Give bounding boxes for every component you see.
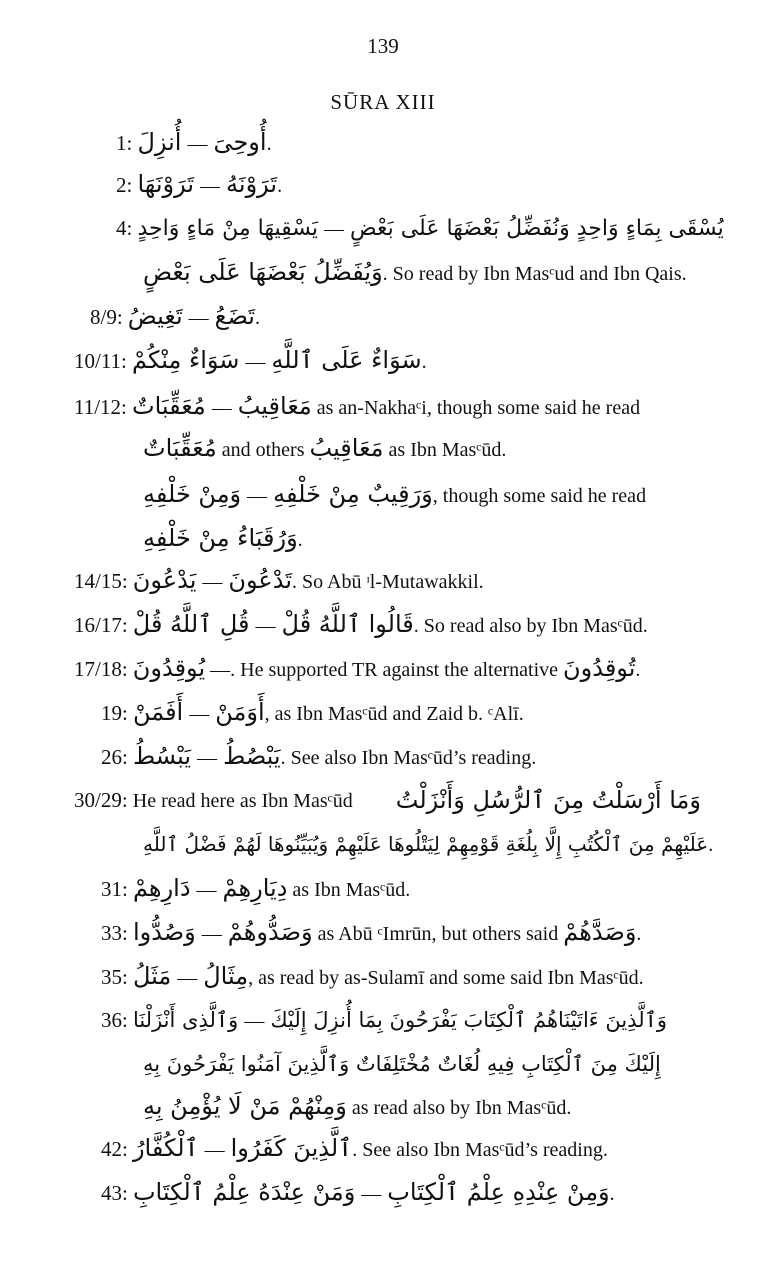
dash: —	[247, 485, 268, 507]
commentary: as Ibn Masᶜūd.	[383, 439, 507, 461]
line-end: .	[609, 1183, 615, 1205]
arabic-variant: وَمِنْ عِنْدِهِ عِلْمُ ٱلْكِتَابِ	[387, 1178, 610, 1206]
commentary: . So read by Ibn Masᶜud and Ibn Qais.	[382, 263, 687, 285]
variant-line-13	[74, 646, 640, 690]
arabic-reading: تَرَوْنَهَا	[137, 170, 195, 198]
verse-ref: 17/18:	[74, 657, 128, 681]
arabic-variant: تُوقِدُونَ	[563, 654, 636, 682]
arabic-variant: ٱلَّذِينَ كَفَرُوا	[230, 1134, 353, 1162]
dash: —	[200, 175, 221, 197]
commentary: —. He supported TR against the alternative	[205, 659, 564, 681]
arabic-variant: مَعَاقِيبُ	[309, 434, 384, 462]
variant-line-15	[101, 734, 536, 778]
commentary: as an-Nakhaᶜi, though some said he read	[311, 397, 641, 419]
verse-ref: 19:	[101, 701, 128, 725]
commentary: . So read also by Ibn Masᶜūd.	[413, 615, 648, 637]
arabic-variant: مَعَاقِيبُ	[237, 392, 312, 420]
verse-ref: 1:	[116, 131, 133, 155]
verse-ref: 4:	[116, 216, 133, 240]
arabic-variant: مِثَالُ	[203, 962, 249, 990]
variant-line-9	[143, 472, 646, 516]
arabic-variant: وَٱلَّذِينَ ءَاتَيْنَاهُمُ ٱلْكِتَابَ يَفْرَحُونَ بِمَا أُنزِلَ إِلَيْكَ	[270, 1008, 668, 1032]
arabic-variant: تَدْعُونَ	[228, 566, 293, 594]
verse-ref: 2:	[116, 173, 133, 197]
arabic-reading: عَلَيْهِمْ مِنَ ٱلْكُتُبِ إِلَّا بِلُغَةِ قَوْمِهِمْ لِيَتْلُوهَا عَلَيْهِمْ وَيُبَيِّنُوهَا لَهُمْ فَضْلُ ٱللَّهِ	[143, 832, 709, 856]
arabic-reading: أُنزِلَ	[137, 128, 182, 156]
commentary: He read here as Ibn Masᶜūd	[132, 790, 353, 812]
line-end: .	[266, 133, 272, 155]
arabic-variant: يَبْصُطُ	[223, 742, 281, 770]
variant-line-7	[74, 384, 640, 428]
variant-line-18	[101, 866, 410, 910]
arabic-variant: وَصَدُّوهُمْ	[227, 918, 313, 946]
arabic-reading: يَسْقِيهَا مِنْ مَاءٍ وَاحِدٍ	[137, 216, 319, 241]
dash: —	[188, 307, 209, 329]
variant-line-3	[116, 206, 724, 250]
variant-line-14	[101, 690, 524, 734]
variant-line-5	[90, 294, 260, 338]
commentary: and others	[216, 439, 310, 461]
commentary: . So Abū ᶦl-Mutawakkil.	[292, 571, 484, 593]
arabic-variant: أَوَمَنْ	[215, 698, 265, 726]
page-number: 139	[367, 34, 399, 58]
dash: —	[211, 397, 232, 419]
arabic-variant: تَرَوْنَهُ	[226, 170, 278, 198]
variant-line-1	[116, 120, 272, 164]
verse-ref: 36:	[101, 1008, 128, 1032]
variant-line-20	[101, 954, 644, 998]
dash: —	[324, 218, 345, 240]
arabic-variant: يُسْقَى بِمَاءٍ وَاحِدٍ وَنُفَضِّلُ بَعْضَهَا عَلَى بَعْضٍ	[350, 216, 724, 241]
arabic-reading: وَصُدُّوا	[132, 918, 196, 946]
commentary: as Abū ᶜImrūn, but others said	[312, 923, 564, 945]
variant-line-8	[143, 426, 506, 470]
arabic-reading: وَمَنْ عِنْدَهُ عِلْمُ ٱلْكِتَابِ	[132, 1178, 356, 1206]
verse-ref: 11/12:	[74, 395, 127, 419]
variant-line-21	[101, 998, 701, 1042]
arabic-reading: يَبْسُطُ	[132, 742, 192, 770]
arabic-reading: وَمِنْ خَلْفِهِ	[143, 480, 242, 508]
arabic-reading: سَوَاءٌ مِنْكُمْ	[131, 346, 240, 374]
line-end: .	[421, 351, 427, 373]
dash: —	[244, 1010, 265, 1032]
variant-line-17	[143, 822, 714, 866]
line-end: .	[297, 529, 303, 551]
arabic-reading: يَدْعُونَ	[132, 566, 197, 594]
dash: —	[245, 351, 266, 373]
dash: —	[201, 923, 222, 945]
verse-ref: 31:	[101, 877, 128, 901]
commentary: . See also Ibn Masᶜūd’s reading.	[280, 747, 537, 769]
arabic-reading: مُعَقِّبَاتٌ	[131, 392, 206, 420]
verse-ref: 43:	[101, 1181, 128, 1205]
variant-line-25	[101, 1170, 615, 1214]
arabic-reading: دَارِهِمْ	[132, 874, 191, 902]
arabic-variant: وَرَقِيبٌ مِنْ خَلْفِهِ	[273, 480, 433, 508]
sura-title: SŪRA XIII	[330, 90, 436, 114]
dash: —	[189, 703, 210, 725]
arabic-reading: إِلَيْكَ مِنَ ٱلْكِتَابِ فِيهِ لُغَاتٌ مُخْتَلِفَاتٌ وَٱلَّذِينَ آمَنُوا يَفْرَحُونَ بِهِ	[143, 1052, 661, 1076]
variant-line-4	[143, 250, 687, 294]
arabic-reading: تَغِيضُ	[127, 302, 183, 330]
commentary: , as Ibn Masᶜūd and Zaid b. ᶜAlī.	[264, 703, 524, 725]
verse-ref: 35:	[101, 965, 128, 989]
line-end: .	[708, 834, 714, 856]
line-end: .	[277, 175, 283, 197]
variant-line-19	[101, 910, 641, 954]
arabic-reading: وَٱلَّذِى أَنْزَلْنَا	[132, 1008, 239, 1032]
commentary: . See also Ibn Masᶜūd’s reading.	[352, 1139, 608, 1161]
arabic-variant-2: وَصَدَّهُمْ	[563, 918, 637, 946]
verse-ref: 10/11:	[74, 349, 127, 373]
line-end: .	[636, 923, 642, 945]
dash: —	[187, 133, 208, 155]
arabic-reading: وَمَا أَرْسَلْتُ مِنَ ٱلرُّسُلِ وَأَنْزَلْتُ	[395, 786, 701, 814]
dash: —	[361, 1183, 382, 1205]
verse-ref: 30/29:	[74, 788, 128, 812]
verse-ref: 14/15:	[74, 569, 128, 593]
arabic-variant: أُوحِىَ	[213, 128, 267, 156]
line-end: .	[635, 659, 641, 681]
arabic-reading: مَثَلُ	[132, 962, 172, 990]
arabic-variant: قَالُوا ٱللَّهُ قُلْ	[281, 610, 414, 638]
arabic-reading: يُوقِدُونَ	[132, 654, 206, 682]
arabic-reading: ٱلْكُفَّارُ	[132, 1134, 199, 1162]
arabic-reading: قُلِ ٱللَّهُ قُلْ	[132, 610, 250, 638]
dash: —	[196, 879, 217, 901]
variant-line-10	[143, 516, 303, 560]
dash: —	[197, 747, 218, 769]
arabic-reading: مُعَقِّبَاتٌ	[143, 434, 217, 462]
verse-ref: 16/17:	[74, 613, 128, 637]
arabic-reading: وَرُقَبَاءُ مِنْ خَلْفِهِ	[143, 524, 298, 552]
variant-line-16	[74, 778, 701, 822]
verse-ref: 42:	[101, 1137, 128, 1161]
commentary: as read also by Ibn Masᶜūd.	[346, 1097, 572, 1119]
commentary: , though some said he read	[432, 485, 647, 507]
arabic-reading: وَيُفَضِّلُ بَعْضَهَا عَلَى بَعْضٍ	[143, 258, 383, 286]
dash: —	[204, 1139, 225, 1161]
variant-line-24	[101, 1126, 608, 1170]
variant-line-22	[143, 1042, 701, 1086]
commentary: as Ibn Masᶜūd.	[287, 879, 411, 901]
arabic-variant: تَضَعُ	[214, 302, 255, 330]
variant-line-11	[74, 558, 484, 602]
verse-ref: 26:	[101, 745, 128, 769]
line-end: .	[254, 307, 260, 329]
commentary: , as read by as-Sulamī and some said Ibn Masᶜūd.	[248, 967, 644, 989]
dash: —	[177, 967, 198, 989]
arabic-reading: وَمِنْهُمْ مَنْ لَا يُؤْمِنُ بِهِ	[143, 1092, 347, 1120]
arabic-reading: أَفَمَنْ	[132, 698, 184, 726]
verse-ref: 33:	[101, 921, 128, 945]
dash: —	[202, 571, 223, 593]
variant-line-2	[116, 162, 282, 206]
variant-line-6	[74, 338, 427, 382]
arabic-variant: دِيَارِهِمْ	[222, 874, 288, 902]
variant-line-12	[74, 602, 648, 646]
verse-ref: 8/9:	[90, 305, 123, 329]
dash: —	[255, 615, 276, 637]
variant-line-23	[143, 1084, 571, 1128]
arabic-variant: سَوَاءٌ عَلَى ٱللَّهِ	[271, 346, 422, 374]
